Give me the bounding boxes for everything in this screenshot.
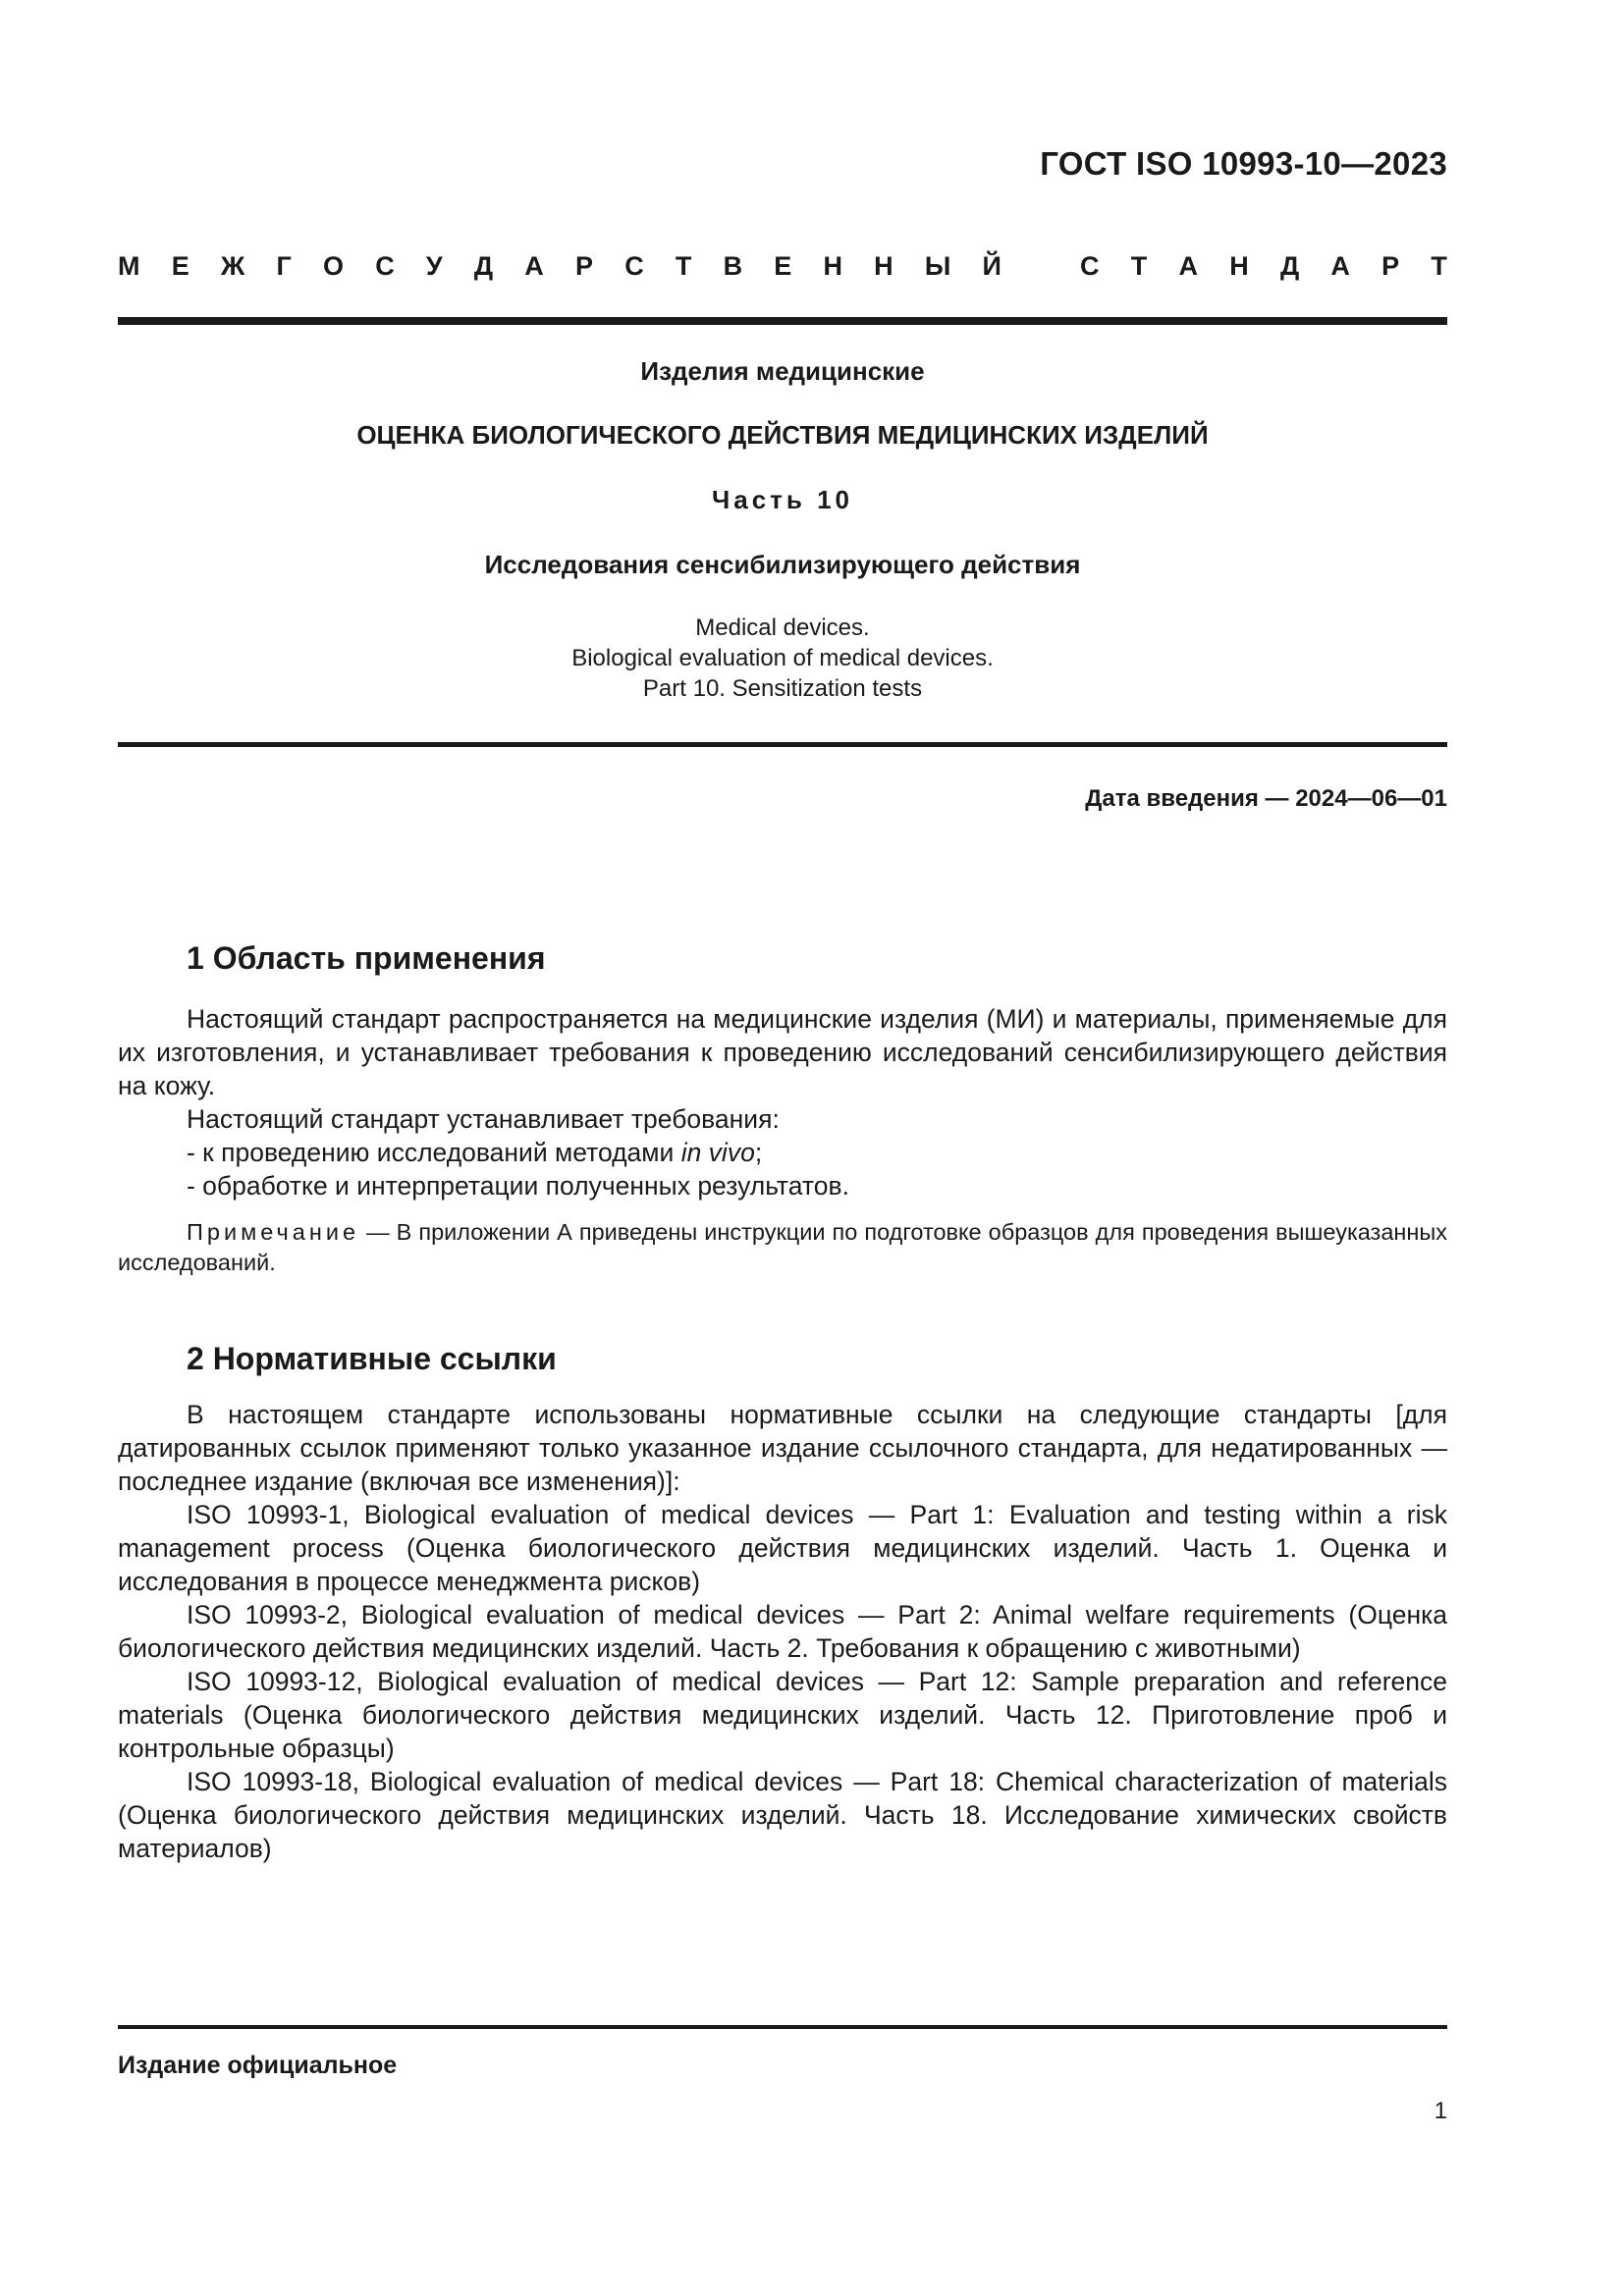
- banner-word-interstate: [118, 251, 1001, 282]
- banner-letter: Д: [1279, 251, 1300, 281]
- banner-letter: Е: [171, 251, 189, 281]
- list-item: - к проведению исследований методами in vivo;: [187, 1138, 763, 1167]
- banner-letter: А: [1178, 251, 1198, 281]
- title-english-line: Medical devices.: [695, 614, 870, 641]
- paragraph: В настоящем стандарте использованы нормативные ссылки на следующие стандарты [для датированных ссылок применяют только указанное издание ссылочного стандарта, для недатированных — последнее издание (включая все изменения)]:: [118, 1400, 1447, 1496]
- banner-letter: О: [322, 251, 344, 281]
- banner-letter: Д: [473, 251, 494, 281]
- title-main: ОЦЕНКА БИОЛОГИЧЕСКОГО ДЕЙСТВИЯ МЕДИЦИНСКИХ ИЗДЕЛИЙ: [356, 420, 1209, 450]
- banner-letter: Т: [1431, 251, 1447, 281]
- banner-letter: Н: [823, 251, 842, 281]
- section-2-body: [118, 1398, 1447, 1865]
- official-edition-label: Издание официальное: [118, 2052, 398, 2079]
- title-subtitle: Исследования сенсибилизирующего действия: [484, 550, 1081, 579]
- banner-letter: Ж: [220, 251, 245, 281]
- title-products: Изделия медицинские: [640, 356, 925, 386]
- title-part: Часть 10: [711, 485, 854, 514]
- banner-letter: С: [624, 251, 644, 281]
- reference-item: ISO 10993-2, Biological evaluation of medical devices — Part 2: Animal welfare requirements (Оценка биологического действия медицинских изделий. Часть 2. Требования к обращению с животными): [118, 1600, 1447, 1663]
- section-1-note: [118, 1217, 1447, 1278]
- section-1-title: 1 Область применения: [187, 940, 546, 976]
- banner-letter: Н: [1229, 251, 1249, 281]
- banner-letter: Р: [1381, 251, 1400, 281]
- interstate-standard-banner: [118, 251, 1447, 282]
- reference-item: ISO 10993-12, Biological evaluation of medical devices — Part 12: Sample preparation and reference materials (Оценка биологического действия медицинских изделий. Часть 12. Приготовление проб и контрольные образцы): [118, 1667, 1447, 1763]
- reference-item: ISO 10993-1, Biological evaluation of medical devices — Part 1: Evaluation and testing within a risk management process (Оценка биологического действия медицинских изделий. Часть 1. Оценка и исследования в процессе менеджмента рисков): [118, 1500, 1447, 1596]
- banner-letter: С: [375, 251, 395, 281]
- banner-letter: Е: [774, 251, 792, 281]
- banner-word-standard: [1080, 251, 1447, 282]
- paragraph: Настоящий стандарт устанавливает требования:: [187, 1104, 780, 1134]
- title-english: [118, 613, 1447, 704]
- document-code: ГОСТ ISO 10993-10—2023: [1040, 145, 1447, 182]
- banner-letter: У: [425, 251, 443, 281]
- banner-letter: Ы: [924, 251, 951, 281]
- title-english-line: Biological evaluation of medical devices.: [571, 645, 994, 671]
- list-item: - обработке и интерпретации полученных результатов.: [187, 1171, 849, 1201]
- banner-letter: А: [524, 251, 544, 281]
- page-number: 1: [1434, 2098, 1447, 2124]
- banner-letter: Т: [1130, 251, 1148, 281]
- introduction-date: Дата введения — 2024—06—01: [1085, 785, 1447, 812]
- title-english-line: Part 10. Sensitization tests: [642, 675, 923, 702]
- banner-letter: А: [1330, 251, 1350, 281]
- banner-letter: Й: [982, 251, 1001, 281]
- section-2-title: 2 Нормативные ссылки: [187, 1341, 557, 1376]
- note-label: Примечание: [187, 1219, 360, 1245]
- banner-letter: Р: [574, 251, 593, 281]
- footer-divider: [118, 2025, 1447, 2029]
- section-1-body: [118, 1002, 1447, 1202]
- top-divider: [118, 317, 1447, 325]
- banner-letter: В: [723, 251, 743, 281]
- paragraph: Настоящий стандарт распространяется на медицинские изделия (МИ) и материалы, применяемые для их изготовления, и устанавливает требования к проведению исследований сенсибилизирующего действия на кожу.: [118, 1004, 1447, 1100]
- banner-letter: М: [118, 251, 140, 281]
- reference-item: ISO 10993-18, Biological evaluation of medical devices — Part 18: Chemical characterization of materials (Оценка биологического действия медицинских изделий. Часть 18. Исследование химических свойств материалов): [118, 1767, 1447, 1863]
- note-text: — В приложении А приведены инструкции по подготовке образцов для проведения вышеуказанных исследований.: [118, 1219, 1447, 1275]
- banner-letter: Г: [276, 251, 292, 281]
- banner-letter: Т: [675, 251, 692, 281]
- banner-letter: С: [1080, 251, 1100, 281]
- title-divider: [118, 742, 1447, 747]
- banner-letter: Н: [874, 251, 893, 281]
